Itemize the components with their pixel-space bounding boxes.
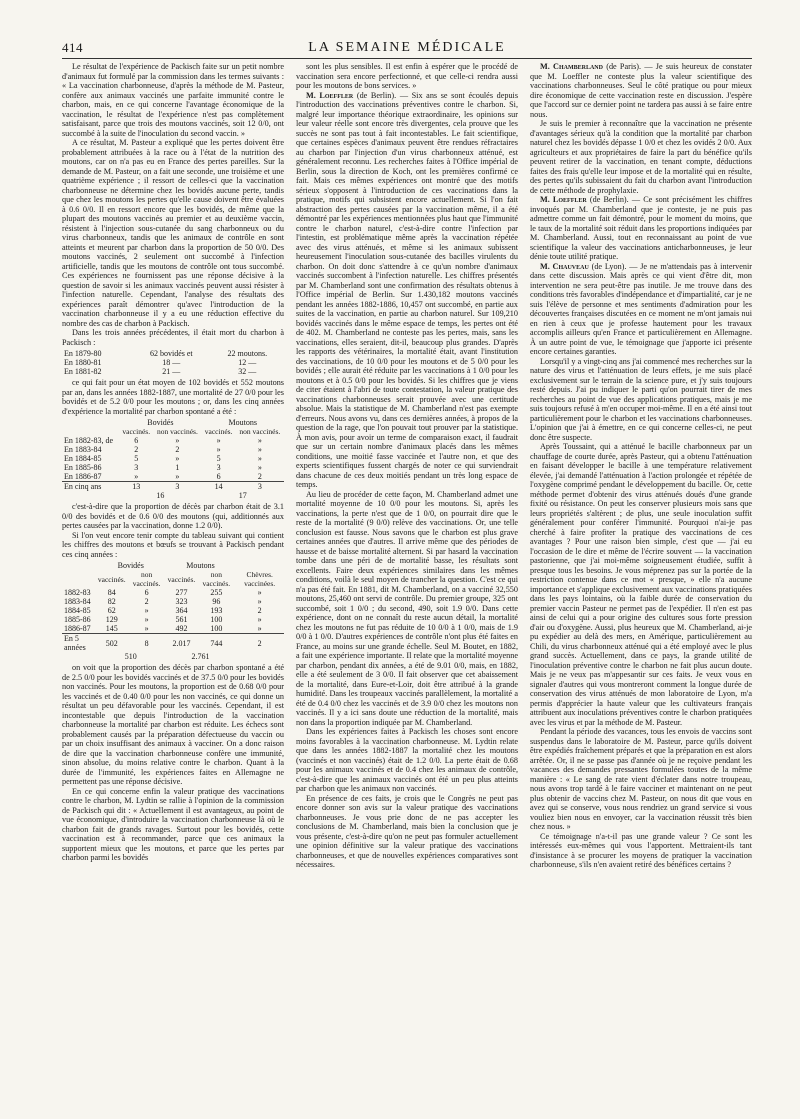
table-sum-row: 510 2.761 bbox=[124, 652, 210, 661]
table-total-row: En 5 années 502 8 2.017 744 2 bbox=[62, 634, 284, 653]
table-subheader-row: vaccinés. non vaccinés. vaccinés. non vaccinés. bbox=[122, 427, 281, 436]
table-header-row: Bovidés Moutons bbox=[117, 561, 215, 570]
speaker-name: M. Loeffler bbox=[306, 90, 354, 100]
paragraph: Le résultat de l'expérience de Packisch faite sur un petit nombre d'animaux fut formulé par la commission dans les termes suivants : « La vaccination charbonneuse, d'après la méthode de M. Pasteur, confère aux animaux vaccinés une parfaite immunité contre le charbon, mais, en ce qui concerne l'avantage économique de la vaccination, le résultat de l'expérience n'est pas complètement satisfaisant, parce que trois des moutons vaccinés, soit 12 0/0, ont succombé à la suite de l'inoculation du second vaccin. » bbox=[62, 62, 284, 138]
table-row: En 1879-80 62 bovidés et 22 moutons. bbox=[64, 349, 268, 358]
speaker-place: (de Lyon). bbox=[591, 261, 627, 271]
table-row: En 1886-87 » » 6 2 bbox=[64, 472, 262, 481]
table-row: En 1885-86 3 1 3 » bbox=[64, 463, 262, 472]
speaker-text: — Six ans se sont écoulés depuis l'introduction des vaccinations préventives contre le charbon. Si, malgré leur importance théorique extraordinaire, les opinions sur leur valeur réelle sont encore très divergentes, cela prouve que les succès ne sont pas tout à fait incontestables. Le fait scientifique, que certaines espèces d'animaux peuvent être rendues réfractaires au charbon par l'injection d'un virus charbonneux atténué, est généralement reconnu. Les recherches faites à l'Office impérial de Berlin, sous la direction de Koch, ont les premières confirmé ce fait. Mais ces mêmes expériences ont montré que des motifs sérieux s'opposent à l'introduction de ces vaccinations dans la pratique, motifs qui subsistent encore actuellement. Si l'on fait abstraction des pertes causées par la vaccination même, il a été démontré par les expériences mentionnées plus haut que l'immunité contre le charbon naturel, c'est-à-dire contre l'infection par l'intestin, est problématique même après la vaccination répétée avec des virus atténués, et même si les animaux subissent heureusement l'inoculation sous-cutanée des bacilles virulents du charbon. On doit donc s'attendre à ce qu'un nombre d'animaux vaccinés succombent à l'infection naturelle. Les chiffres présentés par M. Chamberland sont une confirmation des résultats obtenus à l'Office impérial de Berlin. Sur 1.430,182 moutons vaccinés pendant les années 1882-1886, 10,457 ont succombé, en partie aux suites de la vaccination, en partie au charbon naturel. Sur 109,210 bovidés vaccinés dans le même espace de temps, les pertes ont été de 402. M. Chamberland ne conteste pas les pertes, mais, sans les vaccinations, elles seraient, dit-il, beaucoup plus grandes. D'après les rapports des vétérinaires, la mortalité était, avant l'institution des vaccinations, de 10 0/0 pour les moutons et de 5 0/0 pour les bovidés ; elle aurait été réduite par les vaccinations à 1 0/0 pour les moutons et à 0.5 0/0 pour les bovidés. Si les chiffres que je viens de citer étaient à l'abri de toute contestation, la valeur pratique des vaccinations charbonneuses serait prouvée avec une certitude absolue. Mais la statistique de M. Chamberland n'est pas exempte d'erreurs. Nous avons vu, dans ces dernières années, à propos de la question de la rage, que l'on pouvait tout prouver par la statistique. À mon avis, pour avoir un terme de comparaison exact, il faudrait que sur un certain nombre d'animaux placés dans les mêmes conditions, une moitié fasse vaccinée et l'autre non, et que des experts scientifiques fussent chargés de noter ce qui surviendrait dans chacune de ces deux moitiés pendant un très long espace de temps. bbox=[296, 90, 518, 489]
table-row: En 1884-85 5 » 5 » bbox=[64, 454, 262, 463]
column-1 bbox=[62, 62, 284, 1109]
paragraph: c'est-à-dire que la proportion de décès par charbon était de 3.1 0/0 des bovidés et de 0.6 0/0 des moutons (qui, additionnés aux pertes causées par la vaccination, donne 1.2 0/0). bbox=[62, 502, 284, 530]
speaker-place: (de Berlin). bbox=[589, 195, 629, 204]
paragraph: ce qui fait pour un état moyen de 102 bovidés et 552 moutons par an, dans les années 1882-1887, une mortalité de 27 0/0 pour les bovidés et de 5.2 0/0 pour les moutons ; or, dans les cinq années d'expérience la mortalité par charbon spontané a été : bbox=[62, 378, 284, 416]
paragraph: Je suis le premier à reconnaître que la vaccination ne présente d'avantages sérieux qu'à la condition que la mortalité par charbon naturel chez les bovidés dépasse 1 0/0 et chez les ovidés 2 0/0. Aux agriculteurs et aux propriétaires de faire la part du bénéfice qu'ils peuvent retirer de la vaccination, en tenant compte, déductions faites des frais qu'elle leur impose et de la mortalité qui en résulte, des pertes qu'ils subissaient du fait du charbon avant l'introduction de cette méthode de prophylaxie. bbox=[530, 119, 752, 195]
speaker-paragraph bbox=[530, 62, 752, 119]
paragraph: En présence de ces faits, je crois que le Congrès ne peut pas encore donner son avis sur la valeur pratique des vaccinations charbonneuses. Je vous prie donc de ne pas accepter les conclusions de M. Chamberland, mais bien la conclusion que je vous présente, c'est-à-dire qu'on ne peut pas formuler actuellement une opinion définitive sur la valeur pratique des vaccinations charbonneuses, et que de nouvelles expériences comparatives sont nécessaires. bbox=[296, 793, 518, 869]
herd-table bbox=[62, 561, 284, 661]
header-rule bbox=[62, 58, 752, 59]
speaker-name: M. Loeffler bbox=[540, 195, 587, 204]
table-row: 1883-84 82 2 323 96 » bbox=[64, 597, 262, 606]
table-sum-row: 16 17 bbox=[156, 491, 247, 500]
mortality-table bbox=[62, 418, 284, 500]
speaker-paragraph bbox=[530, 262, 752, 357]
table-header-row: Bovidés Moutons bbox=[147, 418, 257, 427]
table-row: 1884-85 62 » 364 193 2 bbox=[64, 606, 262, 615]
speaker-place: (de Berlin). bbox=[356, 90, 397, 100]
page-header bbox=[62, 40, 752, 56]
speaker-name: M. Chauveau bbox=[540, 261, 589, 271]
page-number: 414 bbox=[62, 40, 83, 55]
paragraph: A ce résultat, M. Pasteur a expliqué que les pertes doivent être probablement attribuées à la race ou à l'état de la nutrition des moutons, car on n'a pas eu en France des pertes pareilles. Sur la demande de M. Pasteur, on a fait une seconde, une troisième et une quatrième expérience ; il ressort de celles-ci que la vaccination charbonneuse ne détermine chez les bovidés aucune perte, tandis que chez les moutons les pertes qu'elle cause doivent être évaluées à 0.6 0/0. Il en ressort encore que les bovidés, de même que la plupart des moutons vaccinés au premier et au deuxième vaccin, résistent à l'injection sous-cutanée du sang charbonneux ou du virus charbonneux, tandis que les animaux de contrôle en sont atteints et meurent par charbon dans la proportion de 50 0/0. Des moutons vaccinés, 2 seulement ont succombé à l'infection artificielle, tandis que les moutons de contrôle ont tous succombé. Ces expériences ne fournissent pas une réponse décisive à la question de savoir si les animaux vaccinés peuvent aussi résister à l'infection naturelle. Cependant, l'analyse des résultats des expériences paraît démontrer qu'avec l'introduction de la vaccination charbonneuse il y a eu une réduction effective du nombre des cas de charbon à Packisch. bbox=[62, 138, 284, 328]
paragraph: on voit que la proportion des décès par charbon spontané a été de 2.5 0/0 pour les bovidés vaccinés et de 37.5 0/0 pour les bovidés non vaccinés. Pour les moutons, la proportion est de 0.68 0/0 pour les vaccinés et de 0.40 0/0 pour les non vaccinés, ce qui donne un résultat un peu défavorable pour les vaccinés. Cependant, il est incontestable que depuis l'introduction de la vaccination charbonneuse la mortalité par charbon est réduite. Les échecs sont probablement causés par la préparation défectueuse du vaccin ou par un choix insuffisant des animaux à vacciner. On a donc raison de dire que la vaccination charbonneuse confère une immunité, sinon absolue, du moins relative contre le charbon. Quant à la durée de l'immunité, les expériences faites en Allemagne ne permettent pas une réponse décisive. bbox=[62, 663, 284, 786]
table-row: 1882-83 84 6 277 255 » bbox=[64, 588, 262, 597]
table-row: 1886-87 145 » 492 100 » bbox=[64, 624, 262, 633]
paragraph: En ce qui concerne enfin la valeur pratique des vaccinations contre le charbon, M. Lydtin se rallie à l'opinion de la commission de Packisch qui dit : « Actuellement il est avantageux, au point de vue économique, d'introduire la vaccination charbonneuse là où le charbon fait de grands ravages. Surtout pour les bovidés, cette vaccination est à recommander, parce que ces animaux la supportent mieux que les moutons, et parce que les pertes par charbon parmi les bovidés bbox=[62, 786, 284, 862]
column-2 bbox=[296, 62, 518, 1109]
paragraph: Dans les trois années précédentes, il était mort du charbon à Packisch : bbox=[62, 328, 284, 347]
table-row: 1885-86 129 » 561 100 » bbox=[64, 615, 262, 624]
speaker-text: — Je ne m'attendais pas à intervenir dans cette discussion. Mais après ce qui vient d'être dit, mon intervention ne sera peut-être pas inutile. Je me trouve dans des conditions très favorables d'indépendance et d'impartialité, car je ne suis l'élève de personne et mes sentiments d'admiration pour les découvertes françaises discutées en ce moment ne m'ont jamais nui en rien à ceux que je professe hautement pour les travaux accomplis ailleurs qu'en France et particulièrement en Allemagne. À un autre point de vue, le témoignage que j'apporte ici présente encore certaines garanties. bbox=[530, 261, 752, 356]
paragraph: Après Toussaint, qui a atténué le bacille charbonneux par un chauffage de courte durée, après Pasteur, qui a obtenu l'atténuation en faisant développer le bacille à une température relativement élevée, j'ai demandé l'atténuation à l'action prolongée et répétée de l'oxygène comprimé pendant le développement du bacille. Or, cette méthode permet d'obtenir des virus atténués doués d'une grande fixité ou résistance. On peut les conserver plusieurs mois sans que leurs propriétés s'altèrent ; de plus, une seule inoculation suffit généralement pour conférer l'immunité. Pourquoi n'ai-je pas cherché à faire profiter la pratique des vaccinations de ces avantages ? Pour une raison bien simple, c'est que — j'ai eu l'occasion de le dire et même de l'écrire souvent — la vaccination pastorienne, que j'ai moi-même soigneusement étudiée, suffit à presque tous les besoins. Je vous méprenez pas sur la portée de la restriction contenue dans ce mot « presque, » elle n'a aucune importance et s'applique exclusivement aux vaccinations pratiquées dans les pays lointains, où la faible durée de conservation du premier vaccin Pasteur ne permet pas de l'expédier. Il n'en est pas ainsi de celui qui a pour origine des cultures sous forte pression d'air ou d'oxygène. Aussi, plus heureux que M. Chamberland, ai-je pu expédier au delà des mers, en Amérique, particulièrement au Chili, du virus charbonneux atténué qui a été employé avec le plus grand succès. Actuellement, dans ce pays, la grande utilité de l'inoculation préventive contre le charbon ne fait plus aucun doute. Mais je ne veux pas m'appesantir sur ces faits. Je veux vous en signaler d'autres qui vous montreront comment la longue durée de conservation des virus atténués de mon laboratoire de Lyon, m'a permis d'apprécier la haute valeur que les cultivateurs français attribuent aux inoculations préventives contre le charbon pratiquées avec les virus et par la méthode de M. Pasteur. bbox=[530, 442, 752, 727]
table-row: En 1880-81 18 — 12 — bbox=[64, 358, 257, 367]
paragraph: Pendant la période des vacances, tous les envois de vaccins sont suspendus dans le laboratoire de M. Pasteur, parce qu'ils doivent être expédiés fraîchement préparés et que la préparation en est alors arrêtée. Or, il ne se passe pas d'année où je ne reçoive pendant les vacances des demandes pressantes formulées toutes de la même manière : « Le sang de rate vient d'éclater dans notre troupeau, nous avons trop tardé à le faire vacciner et maintenant on ne peut plus obtenir de vaccins chez M. Pasteur, on nous dit que vous en avez qui se conserve, vous nous rendriez un grand service si vous vouliez bien nous en envoyer, car la vaccination réussit très bien chez nous. » bbox=[530, 727, 752, 831]
paragraph: sont les plus sensibles. Il est enfin à espérer que le procédé de vaccination sera encore perfectionné, et que celle-ci rendra aussi pour les moutons de bons services. » bbox=[296, 62, 518, 90]
table-row: En 1882-83, de 6 » » » bbox=[64, 436, 262, 445]
column-3 bbox=[530, 62, 752, 1109]
paragraph: Au lieu de procéder de cette façon, M. Chamberland admet une mortalité moyenne de 10 0/0 pour les moutons. Si, après les vaccinations, la perte n'est que de 1 0/0, on pourrait dire que le reste de la mortalité (9 0/0) relève des vaccinations. Or, une telle conclusion est fausse. Nous savons que le charbon est plus grave certaines années que d'autres. Il arrive même que des périodes de hausse et de baisse mortalité alternent. Si par hasard la vaccination tombe dans une péri de de mortalité basse, les résultats sont excellents. Faire deux expériences similaires dans les mêmes conditions, voilà le seul moyen de trancher la question. C'est ce qui n'a pas été fait. En 1881, dit M. Chamberland, on a vacciné 32,550 moutons, 25,460 ont servi de contrôle. Du premier groupe, 325 ont succombé, soit 1 0/0 ; du second, 490, soit 1.9 0/0. Dans cette expérience, dont on ne connaît du reste aucun détail, la mortalité chez les moutons ne fut pas réduite de 10 0/0 à 1 0/0, mais de 1.9 0/0 à 1 0/0. D'autres expériences de contrôle n'ont plus été faites en France, au moins sur une grande échelle. Seul M. Boutet, en 1882, a fait une expérience importante. Il relate que la mortalité moyenne par charbon, pendant dix années, a été de 9.01 0/0, mais, en 1882, elle a été seulement de 3 0/0. Il fait observer que cet abaissement de la mortalité, dans Eure-et-Loir, doit être attribué à la grande humidité. Dans les troupeaux vaccinés parallèlement, la mortalité a été de 0.4 0/0 chez les vaccinés et de 3.9 0/0 chez les moutons non vaccinés. Il y a ici sans doute une réduction de la mortalité, mais non dans la proportion indiquée par M. Chamberland. bbox=[296, 489, 518, 727]
speaker-paragraph bbox=[296, 91, 518, 490]
speaker-text: — Ce sont précisément les chiffres invoqués par M. Chamberland que je conteste, je ne puis pas admettre comme un fait démontré, pour le moment du moins, que le taux de la mortalité soit réduit dans les proportions indiquées par M. Chamberland. Aussi, tout en reconnaissant au point de vue scientifique la valeur des vaccinations anticharbonneuses, je leur dénie toute utilité pratique. bbox=[530, 195, 752, 261]
table-subheader-row: vaccinés. non vaccinés. vaccinés. non vaccinés. Chèvres. vaccinées. bbox=[97, 570, 276, 588]
text-columns bbox=[62, 62, 752, 1109]
paragraph: Si l'on veut encore tenir compte du tableau suivant qui contient les chiffres des moutons et bœufs se trouvant à Packisch pendant ces cinq années : bbox=[62, 530, 284, 559]
paragraph: Dans les expériences faites à Packisch les choses sont encore moins favorables à la vaccination charbonneuse. M. Lydtin relate que dans les années 1882-1887 la mortalité chez les moutons (vaccinés et non vaccinés) était de 1.2 0/0. La perte était de 0.68 pour les animaux vaccinés et de 0.4 chez les animaux de contrôle, c'est-à-dire que les animaux vaccinés ont été un peu plus atteints par charbon que les animaux non vaccinés. bbox=[296, 727, 518, 793]
speaker-name: M. Chamberland bbox=[540, 62, 603, 71]
speaker-paragraph bbox=[530, 195, 752, 262]
paragraph: Ce témoignage n'a-t-il pas une grande valeur ? Ce sont les intéressés eux-mêmes qui vous l'apportent. Mettraient-ils tant d'insistance à se procurer les moyens de pratiquer la vaccination charbonneuse, s'ils n'en avaient retiré des bénéfices certains ? bbox=[530, 831, 752, 869]
table-row: En 1881-82 21 — 32 — bbox=[64, 367, 257, 376]
journal-title: LA SEMAINE MÉDICALE bbox=[308, 40, 506, 55]
table-row: En 1883-84 2 2 » » bbox=[64, 445, 262, 454]
speaker-place: (de Paris). bbox=[606, 62, 642, 71]
paragraph: Lorsqu'il y a vingt-cinq ans j'ai commencé mes recherches sur la nature des virus et l'atténuation de leurs effets, je me suis placé exclusivement sur le terrain de la science pure, et j'y suis toujours resté depuis. J'ai pu indiquer le parti qu'on pourrait tirer de mes recherches au point de vue des applications pratiques, mais je me suis toujours refusé à m'en occuper moi-même. Il en a été ainsi tout particulièrement pour le charbon et les vaccinations charbonneuses. L'opinion que j'ai à émettre, en ce qui concerne celles-ci, ne peut donc être suspecte. bbox=[530, 356, 752, 442]
speaker-text: — Je suis heureux de constater que M. Loeffler ne conteste plus la valeur scientifique des vaccinations charbonneuses. Seul le côté pratique ou pour mieux dire économique de cette vaccination reste en discussion. J'espère que l'accord sur ce dernier point ne tardera pas aussi à se faire entre nous. bbox=[530, 62, 752, 119]
table-total-row: En cinq ans 13 3 14 3 bbox=[62, 482, 284, 492]
deaths-table bbox=[62, 349, 284, 376]
